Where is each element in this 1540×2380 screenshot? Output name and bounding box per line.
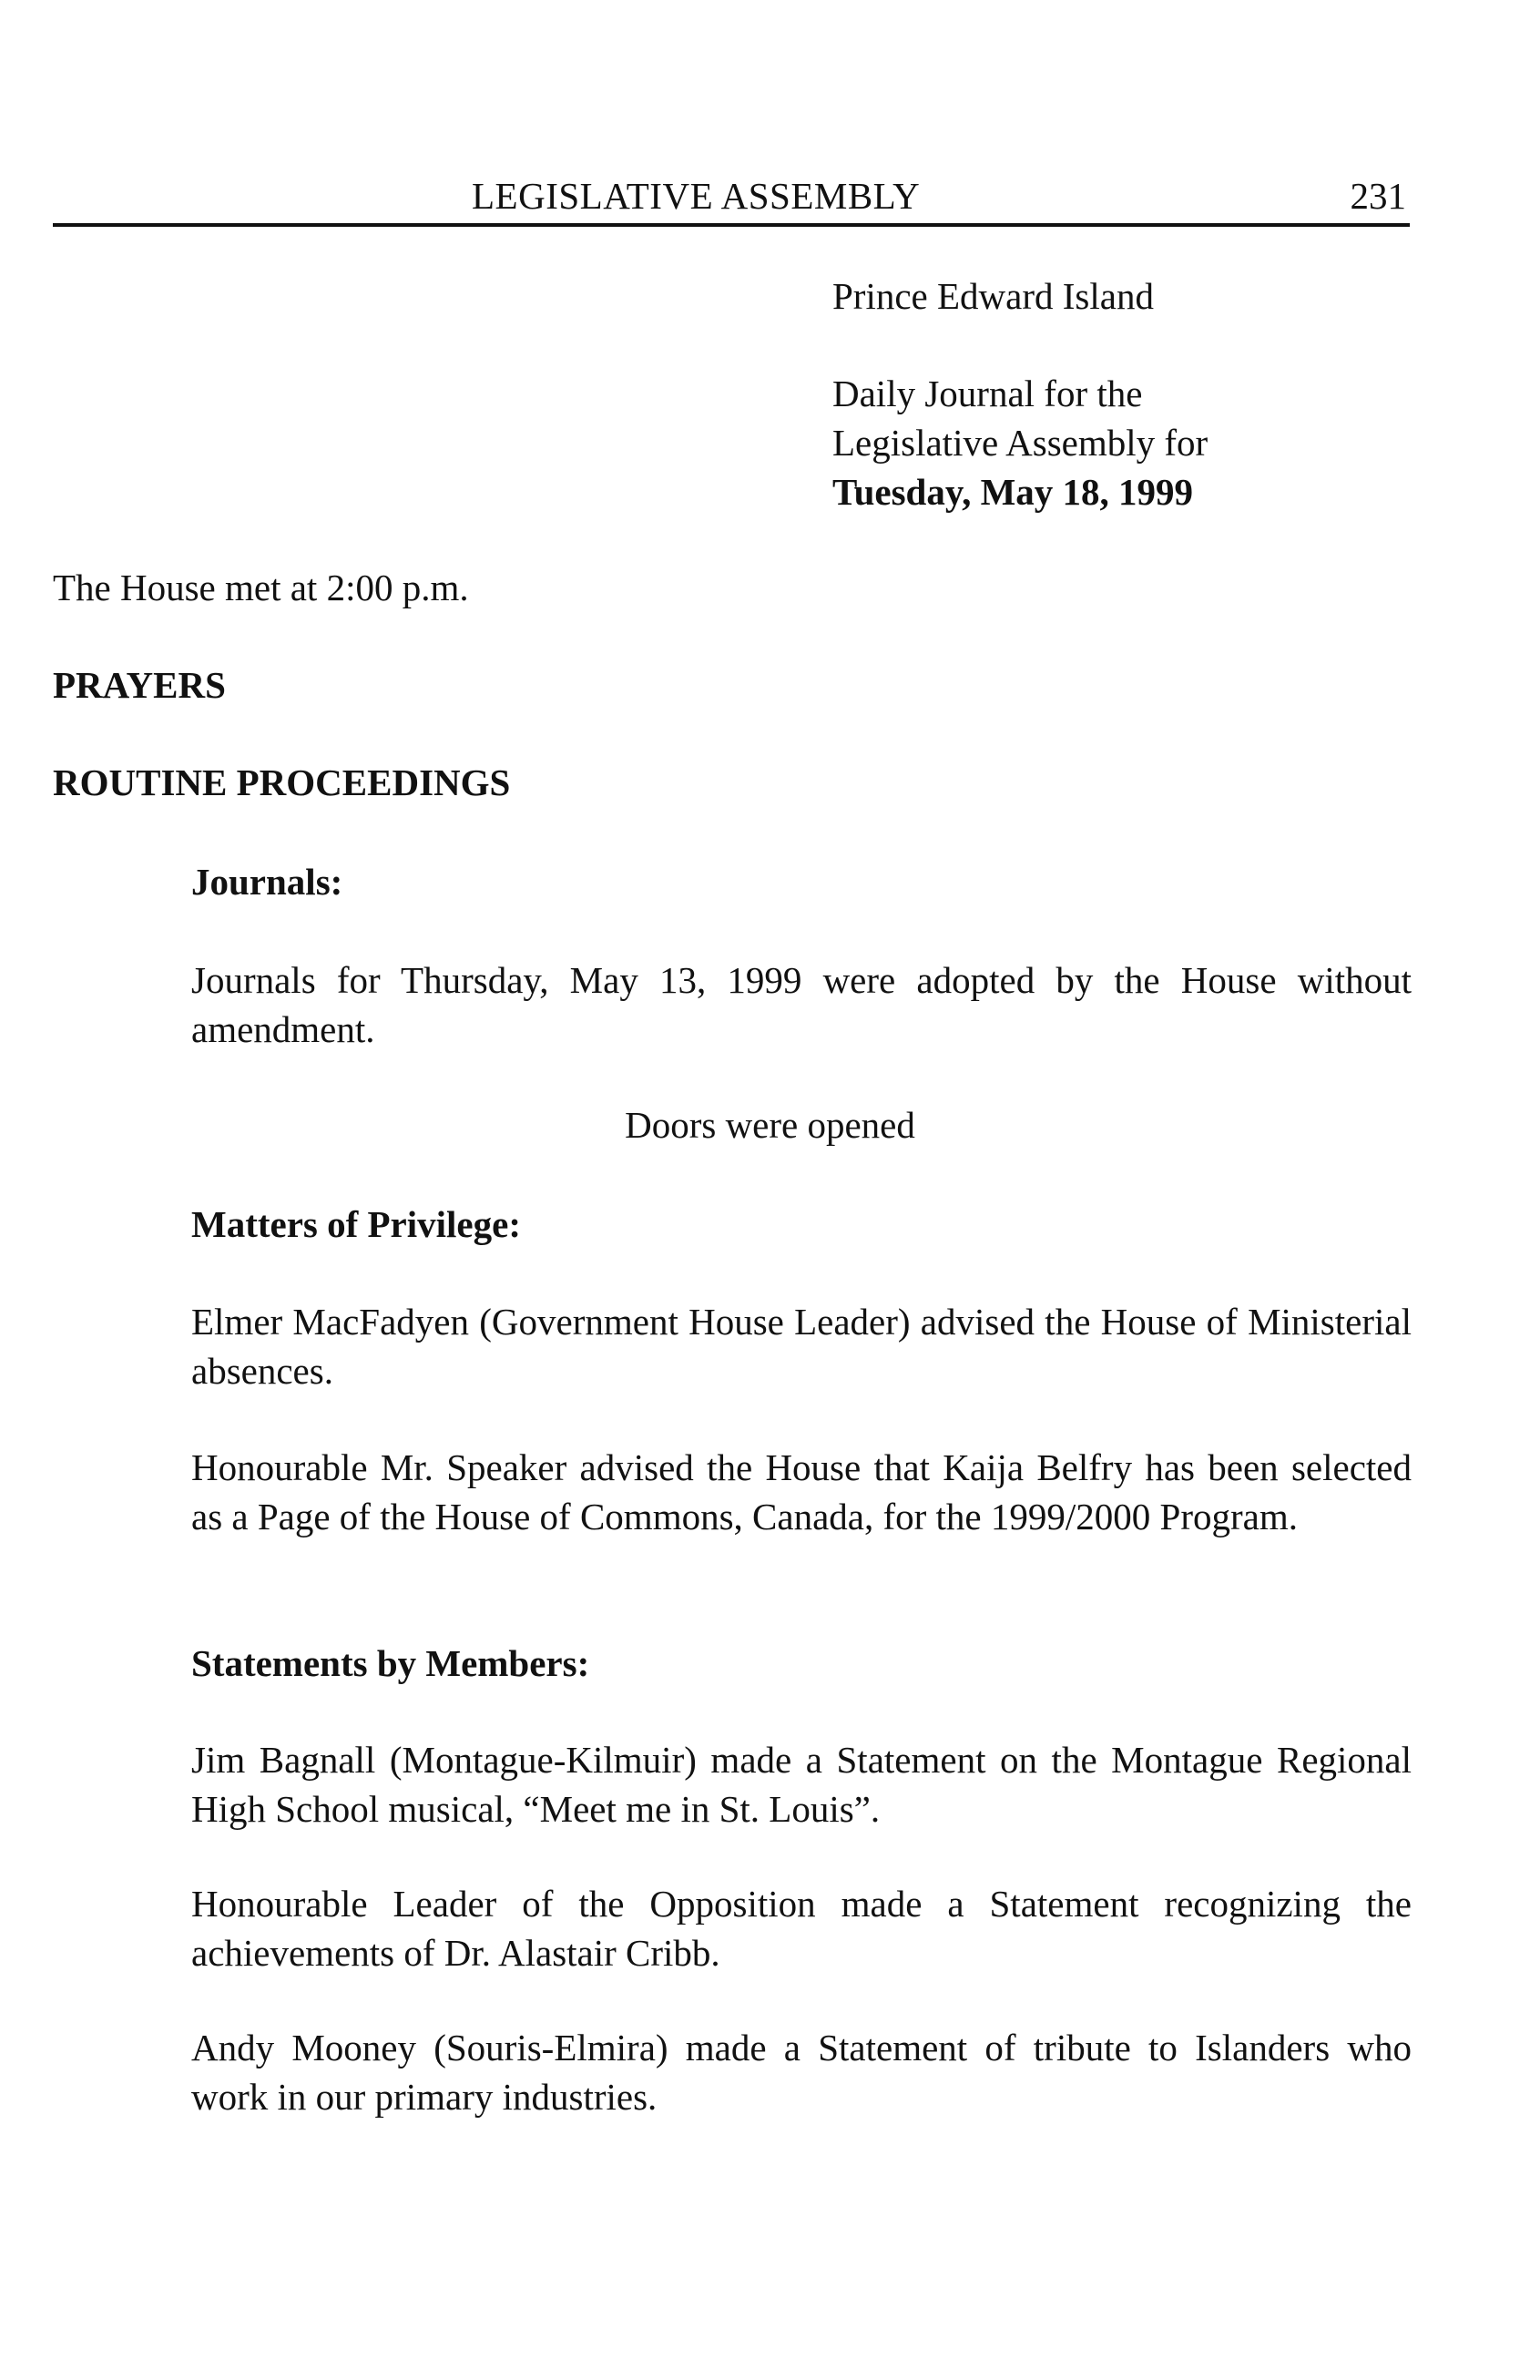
journals-text: Journals for Thursday, May 13, 1999 were adopted by the House without amendment. bbox=[191, 959, 1412, 1050]
privilege-item: Elmer MacFadyen (Government House Leader) advised the House of Ministerial absences. bbox=[191, 1301, 1412, 1392]
page-header bbox=[53, 169, 1410, 227]
header-title: LEGISLATIVE ASSEMBLY bbox=[472, 175, 921, 217]
doors-opened-note: Doors were opened bbox=[625, 1104, 915, 1146]
statement-item: Andy Mooney (Souris-Elmira) made a Statement of tribute to Islanders who work in our primary industries. bbox=[191, 2027, 1412, 2118]
statement-item: Honourable Leader of the Opposition made a Statement recognizing the achievements of Dr. Alastair Cribb. bbox=[191, 1883, 1412, 1974]
journal-title-line2: Legislative Assembly for bbox=[832, 422, 1209, 464]
page-number: 231 bbox=[1350, 175, 1406, 217]
statements-heading: Statements by Members: bbox=[191, 1642, 590, 1684]
journals-heading: Journals: bbox=[191, 861, 343, 903]
prayers-heading: PRAYERS bbox=[53, 664, 226, 706]
privilege-item: Honourable Mr. Speaker advised the House that Kaija Belfry has been selected as a Page of the House of Commons, Canada, for the 1999/2000 Program. bbox=[191, 1446, 1412, 1537]
journal-date: Tuesday, May 18, 1999 bbox=[832, 471, 1194, 513]
opening-statement: The House met at 2:00 p.m. bbox=[53, 567, 469, 608]
journal-title-line1: Daily Journal for the bbox=[832, 373, 1143, 414]
province-name: Prince Edward Island bbox=[832, 275, 1154, 317]
routine-proceedings-heading: ROUTINE PROCEEDINGS bbox=[53, 761, 511, 803]
privilege-heading: Matters of Privilege: bbox=[191, 1203, 521, 1245]
statement-item: Jim Bagnall (Montague-Kilmuir) made a Statement on the Montague Regional High School musical, “Meet me in St. Louis”. bbox=[191, 1739, 1412, 1830]
